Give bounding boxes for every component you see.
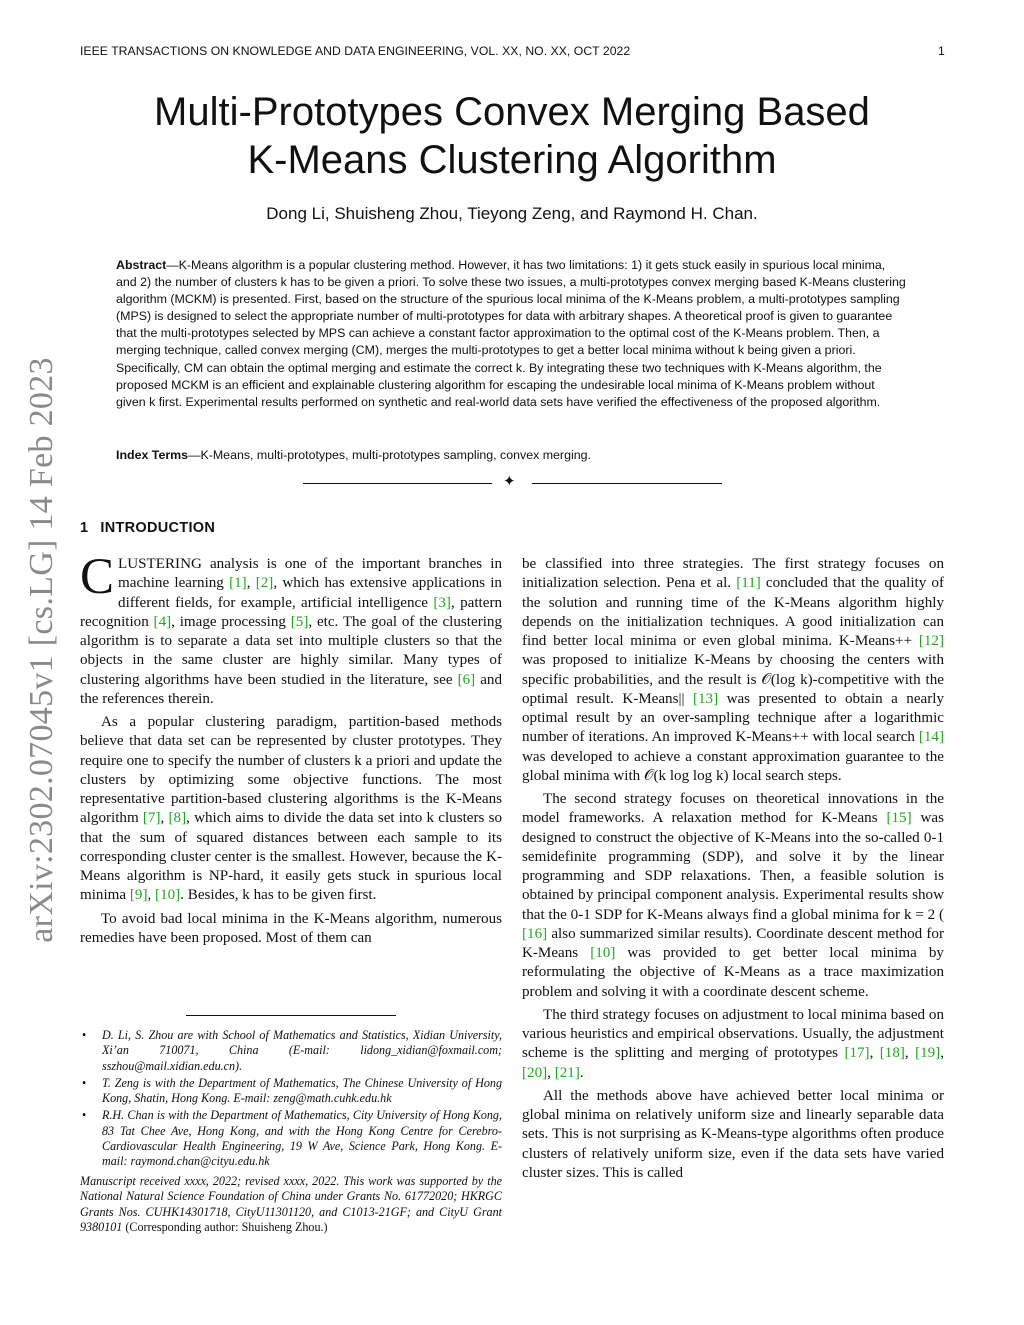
citation-link[interactable]: [4] xyxy=(153,613,172,630)
text-run: was proposed to initialize K-Means by choosing the centers with specific probabilities, and the result is 𝒪(log k)-competitive with the optimal result. K-Means|| xyxy=(522,652,944,707)
index-terms-label: Index Terms xyxy=(116,448,189,462)
abstract-text: —K-Means algorithm is a popular clustering method. However, it has two limitations: 1) it gets stuck easily in spurious local minima, and 2) the number of clusters k has to be given a priori. To solve these two issues, a multi-prototypes convex merging based K-Means clustering algorithm (MCKM) is presented. First, based on the structure of the spurious local minima of the K-Means problem, a multi-prototypes sampling (MPS) is designed to select the appropriate number of multi-prototypes for data with arbitrary shapes. A theoretical proof is given to guarantee that the multi-prototypes selected by MPS can achieve a constant factor approximation to the optimal cost of the K-Means problem. Then, a merging technique, called convex merging (CM), merges the multi-prototypes to get a better local minima without k being given a priori. Specifically, CM can obtain the optimal merging and estimate the correct k. By integrating these two techniques with K-Means algorithm, the proposed MCKM is an efficient and explainable clustering algorithm for escaping the undesirable local minima of K-Means problem without given k first. Experimental results performed on synthetic and real-world data sets have verified the effectiveness of the proposed algorithm. xyxy=(116,258,906,409)
citation-link[interactable]: [6] xyxy=(457,671,476,688)
text-run: was provided to get better local minima by reformulating the objective of K-Means as a trace maximization problem and solving it with a coordinate descent scheme. xyxy=(522,945,944,1000)
citation-link[interactable]: [3] xyxy=(433,594,451,611)
smallcaps-lead: LUSTERING xyxy=(118,556,202,572)
intro-paragraph-5 xyxy=(522,790,944,1002)
bullet-icon: • xyxy=(82,1108,87,1123)
citation-link[interactable]: [21] xyxy=(554,1064,580,1081)
intro-paragraph-2 xyxy=(80,713,502,906)
text-run: was presented to obtain a nearly optimal result by an over-sampling technique after a logarithmic number of iterations. An improved K-Means++ with local search xyxy=(522,690,945,746)
page-number: 1 xyxy=(938,44,945,58)
left-column xyxy=(80,549,503,948)
text-run: , which aims to divide the data set into k clusters so that the sum of squared distances between each sample to its corresponding cluster center is the smallest. However, because the K-Means algorithm is NP-hard, it easily gets stuck in spurious local minima xyxy=(80,810,503,904)
text-run: be classified into three strategies. The first strategy focuses on initialization selection. Pena et al. xyxy=(522,556,944,592)
text-run: , xyxy=(904,1045,916,1062)
text-run: was developed to achieve a constant approximation guarantee to the global minima with 𝒪(k log log k) local search steps. xyxy=(522,748,944,784)
citation-link[interactable]: [14] xyxy=(918,729,944,746)
citation-link[interactable]: [7] xyxy=(142,810,161,827)
citation-link[interactable]: [20] xyxy=(522,1064,548,1081)
bullet-icon: • xyxy=(82,1075,87,1090)
citation-link[interactable]: [9] xyxy=(129,887,148,904)
affiliation-footnotes xyxy=(80,1028,502,1172)
footnote-text: R.H. Chan is with the Department of Mathematics, City University of Hong Kong, 83 Tat Chee Ave, Hong Kong, and with the Hong Kong Centre for Cerebro-Cardiovascular Health Engineering, 19 W Ave, Science Park, Hong Kong. E-mail: raymond.chan@cityu.edu.hk xyxy=(102,1108,502,1169)
footnote-item xyxy=(80,1028,502,1074)
section-title: INTRODUCTION xyxy=(100,520,216,536)
text-run: analysis is one of the important branches in machine learning xyxy=(118,556,502,592)
separator-line-left xyxy=(303,483,492,484)
text-run: , etc. The goal of the clustering algorithm is to separate a data set into multiple clusters so that the objects in the same cluster are highly similar. Many types of clustering algorithms have been studied in the literature, see xyxy=(80,613,503,688)
text-run: , pattern recognition xyxy=(80,594,503,630)
citation-link[interactable]: [15] xyxy=(886,810,912,827)
intro-paragraph-7: All the methods above have achieved better local minima or global minima on relatively uniform size and linearly separable data sets. This is not surprising as K-Means-type algorithms often produce clusters of relatively uniform size, even if the data sets have varied cluster sizes. This is called xyxy=(522,1087,944,1181)
footnote-item xyxy=(80,1076,502,1107)
citation-link[interactable]: [11] xyxy=(736,575,761,592)
abstract xyxy=(116,257,906,411)
text-run: , xyxy=(160,810,169,827)
manuscript-italic: Manuscript received xxxx, 2022; revised xxxx, 2022. This work was supported by the National Natural Science Foundation of China under Grants No. 61772020; HKRGC Grants Nos. CUHK14301718, CityU11301120, and C1013-21GF; and CityU Grant 9380101 xyxy=(80,1174,502,1234)
section-number: 1 xyxy=(80,520,89,536)
author-list: Dong Li, Shuisheng Zhou, Tieyong Zeng, and Raymond H. Chan. xyxy=(266,204,758,223)
drop-cap: C xyxy=(80,549,115,605)
section-heading xyxy=(80,520,215,536)
citation-link[interactable]: [5] xyxy=(290,613,309,630)
text-run: , xyxy=(147,887,156,904)
text-run: , which has extensive applications in different fields, for example, artificial intelligence xyxy=(118,575,502,611)
index-terms-text: —K-Means, multi-prototypes, multi-prototypes sampling, convex merging. xyxy=(188,448,591,462)
citation-link[interactable]: [2] xyxy=(255,575,274,592)
text-run: The third strategy focuses on adjustment to local minima based on various heuristics and empirical observations. Usually, the adjustment scheme is the splitting and merging of prototypes xyxy=(522,1006,944,1062)
footnote-text: T. Zeng is with the Department of Mathematics, The Chinese University of Hong Kong, Shatin, Hong Kong. E-mail: zeng@math.cuhk.edu.hk xyxy=(102,1075,502,1106)
paper-title xyxy=(60,88,964,184)
arxiv-identifier-stamp xyxy=(22,350,62,950)
citation-link[interactable]: [10] xyxy=(155,887,181,904)
citation-link[interactable]: [17] xyxy=(844,1045,870,1062)
citation-link[interactable]: [12] xyxy=(918,633,944,649)
text-run: The second strategy focuses on theoretical innovations in the model frameworks. A relaxation method for K-Means xyxy=(522,791,944,827)
title-line-2: K-Means Clustering Algorithm xyxy=(247,138,777,182)
text-run: and the references therein. xyxy=(80,671,502,707)
right-column xyxy=(522,555,944,1183)
text-run: . xyxy=(579,1064,584,1081)
manuscript-author: (Corresponding author: Shuisheng Zhou.) xyxy=(122,1219,328,1234)
separator-line-right xyxy=(532,483,722,484)
citation-link[interactable]: [16] xyxy=(522,925,548,942)
text-run: was designed to construct the objective of K-Means into the so-called 0-1 semidefinite programming (SDP), and solve it by the linear programming and SDP relaxations. Then, a feasible solution is obtained by principal component analysis. Experimental results show that the 0-1 SDP for K-Means always find a global minima for k = 2 ( xyxy=(522,810,944,923)
text-run: , image processing xyxy=(171,613,291,630)
footnote-text: D. Li, S. Zhou are with School of Mathematics and Statistics, Xidian University, Xi’an 710071, China (E-mail: lidong_xidian@foxmail.com; sszhou@mail.xidian.edu.cn). xyxy=(102,1028,502,1073)
text-run: concluded that the quality of the solution and running time of the K-Means algorithm highly depends on the initialization techniques. A good initialization can find better local minima or even global minima. K-Means++ xyxy=(522,575,944,649)
text-run: also summarized similar results). Coordinate descent method for K-Means xyxy=(522,925,944,961)
separator-diamond-icon: ✦ xyxy=(503,473,516,490)
abstract-label: Abstract xyxy=(116,258,167,272)
citation-link[interactable]: [13] xyxy=(692,690,719,707)
intro-paragraph-6 xyxy=(522,1006,944,1083)
citation-link[interactable]: [18] xyxy=(879,1045,905,1062)
footnote-item xyxy=(80,1108,502,1169)
citation-link[interactable]: [19] xyxy=(915,1045,941,1062)
text-run: . Besides, k has to be given first. xyxy=(180,887,377,904)
bullet-icon: • xyxy=(82,1028,87,1042)
text-run: As a popular clustering paradigm, partition-based methods believe that data set can be represented by cluster prototypes. They require one to specify the number of clusters k a priori and update the clusters by optimizing some objective functions. The most representative partition-based clustering algorithms is the K-Means algorithm xyxy=(80,714,502,827)
footnote-rule xyxy=(186,1015,396,1016)
intro-paragraph-3: To avoid bad local minima in the K-Means algorithm, numerous remedies have been proposed. Most of them can xyxy=(80,910,502,946)
intro-paragraph-1 xyxy=(80,549,503,709)
title-line-1: Multi-Prototypes Convex Merging Based xyxy=(154,90,870,134)
arxiv-identifier-text: arXiv:2302.07045v1 [cs.LG] 14 Feb 2023 xyxy=(23,357,60,943)
index-terms xyxy=(116,447,906,464)
citation-link[interactable]: [1] xyxy=(229,575,247,592)
text-run: , xyxy=(869,1045,880,1062)
text-run: , xyxy=(940,1045,944,1062)
citation-link[interactable]: [10] xyxy=(590,945,616,961)
journal-header: IEEE TRANSACTIONS ON KNOWLEDGE AND DATA ENGINEERING, VOL. XX, NO. XX, OCT 2022 xyxy=(80,44,631,58)
text-run: , xyxy=(547,1064,555,1081)
manuscript-note xyxy=(80,1174,502,1235)
intro-paragraph-4 xyxy=(522,555,944,786)
text-run: , xyxy=(246,575,256,592)
citation-link[interactable]: [8] xyxy=(168,810,187,827)
